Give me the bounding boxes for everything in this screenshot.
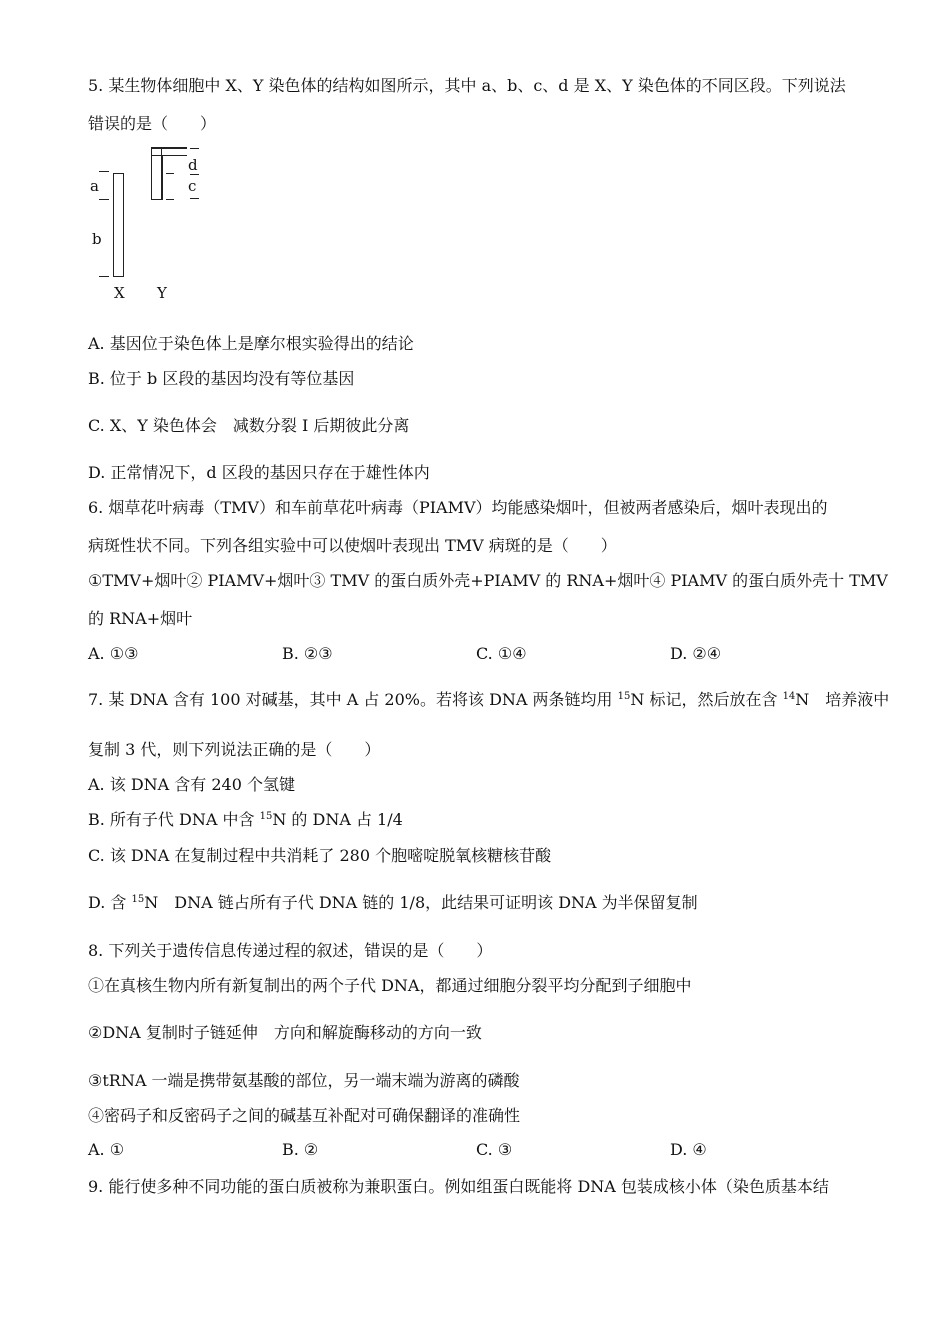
q8-stem-line1: 8. 下列关于遗传信息传递过程的叙述，错误的是（ ） [88,941,493,960]
q5-option-c: C. X、Y 染色体会 减数分裂 I 后期彼此分离 [88,416,410,435]
q6-stem-line4: 的 RNA+烟叶 [88,609,193,628]
q7-option-a: A. 该 DNA 含有 240 个氢键 [88,775,295,794]
q8-option-b: B. ② [282,1140,319,1159]
q8-option-a: A. ① [88,1140,125,1159]
q6-stem-line1: 6. 烟草花叶病毒（TMV）和车前草花叶病毒（PIAMV）均能感染烟叶，但被两者感染后，烟叶表现出的 [88,498,828,517]
q8-item-2: ②DNA 复制时子链延伸 方向和解旋酶移动的方向一致 [88,1023,482,1042]
q5-option-b: B. 位于 b 区段的基因均没有等位基因 [88,369,355,388]
label-x: X [114,284,125,302]
q8-item-3: ③tRNA 一端是携带氨基酸的部位，另一端末端为游离的磷酸 [88,1071,520,1090]
label-y: Y [157,284,167,302]
q6-stem-line2: 病斑性状不同。下列各组实验中可以使烟叶表现出 TMV 病斑的是（ ） [88,536,617,555]
q8-item-4: ④密码子和反密码子之间的碱基互补配对可确保翻译的准确性 [88,1106,521,1125]
q7-option-c: C. 该 DNA 在复制过程中共消耗了 280 个胞嘧啶脱氧核糖核苷酸 [88,846,552,865]
q7-option-d: D. 含 $^{15}$N DNA 链占所有子代 DNA 链的 1/8，此结果可证明该 DNA 为半保留复制 [88,893,698,912]
label-d: d [188,156,198,174]
x-chromosome-bar [113,173,124,277]
q5-option-d: D. 正常情况下，d 区段的基因只存在于雄性体内 [88,463,430,482]
q7-stem-line1: 7. 某 DNA 含有 100 对碱基，其中 A 占 20%。若将该 DNA 两条链均用 $^{15}$N 标记，然后放在含 $^{14}$N 培养液中 [88,690,890,709]
label-c: c [188,177,197,195]
q8-item-1: ①在真核生物内所有新复制出的两个子代 DNA，都通过细胞分裂平均分配到子细胞中 [88,976,692,995]
q9-stem-line1: 9. 能行使多种不同功能的蛋白质被称为兼职蛋白。例如组蛋白既能将 DNA 包装成核小体（染色质基本结 [88,1177,829,1196]
q6-option-d: D. ②④ [670,644,722,663]
q8-option-d: D. ④ [670,1140,707,1159]
label-b: b [92,230,102,248]
q7-stem-line2: 复制 3 代，则下列说法正确的是（ ） [88,740,381,759]
q6-option-b: B. ②③ [282,644,333,663]
q6-option-a: A. ①③ [88,644,139,663]
q5-stem-line1: 5. 某生物体细胞中 X、Y 染色体的结构如图所示，其中 a、b、c、d 是 X、Y 染色体的不同区段。下列说法 [88,76,846,95]
label-a: a [90,177,99,195]
q8-option-c: C. ③ [476,1140,513,1159]
q7-option-b: B. 所有子代 DNA 中含 $^{15}$N 的 DNA 占 1/4 [88,810,403,829]
xy-chromosome-figure [86,140,216,305]
q5-stem-line2: 错误的是（ ） [88,114,217,133]
q5-option-a: A. 基因位于染色体上是摩尔根实验得出的结论 [88,334,414,353]
q6-option-c: C. ①④ [476,644,527,663]
q6-stem-line3: ①TMV+烟叶② PIAMV+烟叶③ TMV 的蛋白质外壳+PIAMV 的 RNA+烟叶④ PIAMV 的蛋白质外壳十 TMV [88,571,888,590]
